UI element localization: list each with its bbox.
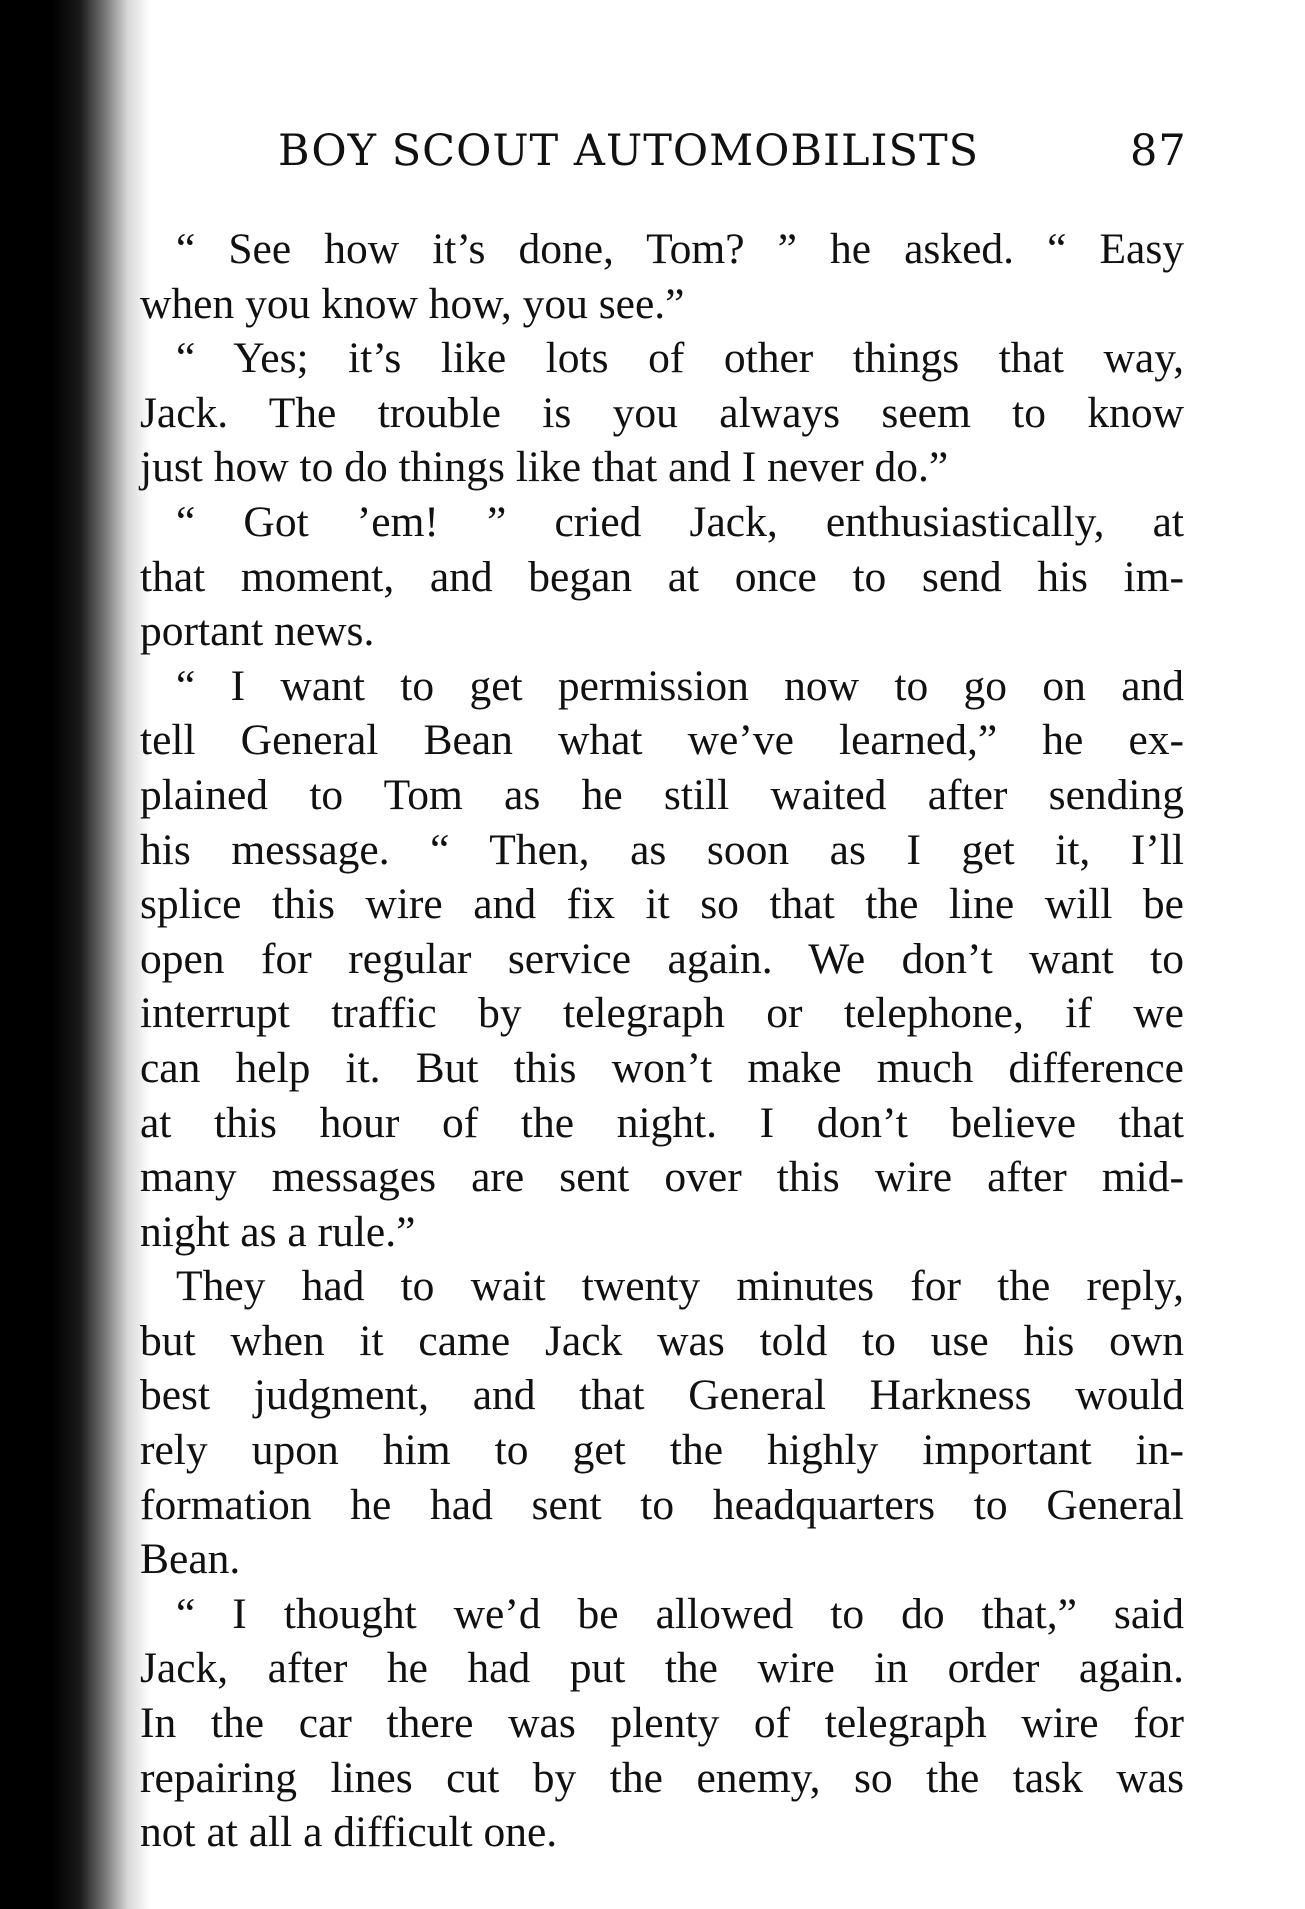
- page-number: 87: [1130, 126, 1187, 176]
- text-line: at this hour of the night. I don’t believe that: [140, 1098, 1184, 1147]
- text-line: splice this wire and fix it so that the line will be: [140, 880, 1184, 929]
- text-line: when you know how, you see.”: [140, 279, 685, 328]
- text-line: “ I want to get permission now to go on and: [176, 661, 1184, 710]
- text-line: tell General Bean what we’ve learned,” he ex-: [140, 716, 1184, 765]
- text-line: repairing lines cut by the enemy, so the task was: [140, 1753, 1184, 1802]
- text-line: interrupt traffic by telegraph or telephone, if we: [140, 989, 1184, 1038]
- text-line: “ See how it’s done, Tom? ” he asked. “ Easy: [176, 225, 1184, 273]
- text-line: “ Yes; it’s like lots of other things that way,: [176, 334, 1184, 383]
- text-line: “ I thought we’d be allowed to do that,” said: [176, 1589, 1184, 1638]
- text-line: not at all a difficult one.: [140, 1808, 558, 1857]
- text-line: many messages are sent over this wire after mid-: [140, 1153, 1184, 1202]
- text-line: but when it came Jack was told to use his own: [140, 1316, 1184, 1365]
- running-head: [278, 126, 1187, 186]
- text-line: can help it. But this won’t make much difference: [140, 1043, 1184, 1092]
- text-line: best judgment, and that General Harkness would: [140, 1371, 1184, 1420]
- text-line: Bean.: [140, 1535, 241, 1584]
- text-line: his message. “ Then, as soon as I get it, I’ll: [140, 825, 1184, 874]
- text-line: Jack. The trouble is you always seem to know: [140, 388, 1184, 437]
- text-line: In the car there was plenty of telegraph wire for: [140, 1699, 1184, 1748]
- body-text: [140, 222, 1184, 1860]
- text-line: open for regular service again. We don’t want to: [140, 934, 1184, 983]
- text-line: formation he had sent to headquarters to General: [140, 1480, 1184, 1529]
- text-line: “ Got ’em! ” cried Jack, enthusiastically, at: [176, 497, 1184, 546]
- text-line: just how to do things like that and I never do.”: [140, 443, 949, 492]
- binding-shadow: [0, 0, 150, 1909]
- text-line: that moment, and began at once to send his im-: [140, 552, 1184, 601]
- text-line: portant news.: [140, 607, 375, 656]
- text-line: night as a rule.”: [140, 1207, 416, 1256]
- text-line: rely upon him to get the highly important in-: [140, 1426, 1184, 1475]
- running-title: BOY SCOUT AUTOMOBILISTS: [278, 126, 980, 176]
- text-line: They had to wait twenty minutes for the reply,: [176, 1262, 1184, 1311]
- text-line: Jack, after he had put the wire in order again.: [140, 1644, 1184, 1693]
- text-line: plained to Tom as he still waited after sending: [140, 770, 1184, 819]
